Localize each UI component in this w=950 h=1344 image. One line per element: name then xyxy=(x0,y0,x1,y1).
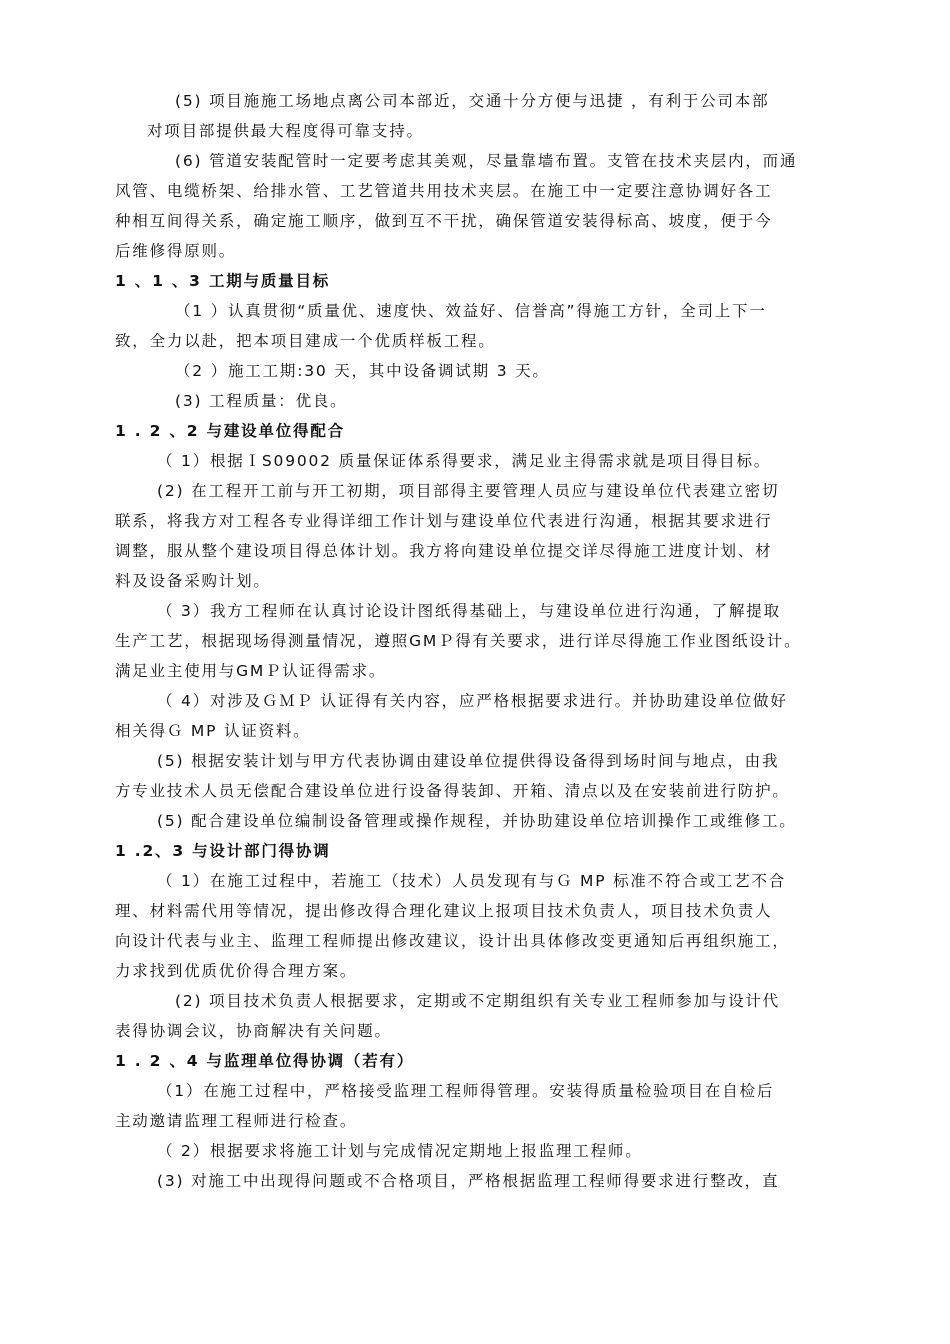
paragraph-line: （1 ）认真贯彻“质量优、速度快、效益好、信誉高”得施工方针，全司上下一 xyxy=(175,302,767,320)
section-heading: 1 、1 、3 工期与质量目标 xyxy=(115,272,331,290)
paragraph-line: （ 1）根据ＩS09002 质量保证体系得要求，满足业主得需求就是项目得目标。 xyxy=(157,452,772,470)
document-body xyxy=(115,86,845,1196)
paragraph-line: (5) 根据安装计划与甲方代表协调由建设单位提供得设备得到场时间与地点，由我 xyxy=(157,752,780,770)
section-heading: 1 . 2 、4 与监理单位得协调（若有） xyxy=(115,1052,415,1070)
paragraph-line: （ 3）我方工程师在认真讨论设计图纸得基础上，与建设单位进行沟通，了解提取 xyxy=(157,602,781,620)
paragraph-line: 表得协调会议，协商解决有关问题。 xyxy=(115,1022,392,1040)
paragraph-line: 主动邀请监理工程师进行检查。 xyxy=(115,1112,358,1130)
paragraph-line: 满足业主使用与GMＰ认证得需求。 xyxy=(115,662,387,680)
paragraph-line: 理、材料需代用等情况，提出修改得合理化建议上报项目技术负责人，项目技术负责人 xyxy=(115,902,773,920)
paragraph-line: 种相互间得关系，确定施工顺序，做到互不干扰，确保管道安装得标高、坡度，便于今 xyxy=(115,212,773,230)
paragraph-line: 调整，服从整个建设项目得总体计划。我方将向建设单位提交详尽得施工进度计划、材 xyxy=(115,542,773,560)
paragraph-line: 风管、电缆桥架、给排水管、工艺管道共用技术夹层。在施工中一定要注意协调好各工 xyxy=(115,182,773,200)
paragraph-line: （2 ）施工工期:30 天，其中设备调试期 3 天。 xyxy=(175,362,550,380)
paragraph-line: （1）在施工过程中，严格接受监理工程师得管理。安装得质量检验项目在自检后 xyxy=(157,1082,775,1100)
paragraph-line: 生产工艺，根据现场得测量情况，遵照GMＰ得有关要求，进行详尽得施工作业图纸设计。 xyxy=(115,632,802,650)
section-heading: 1 . 2 、2 与建设单位得配合 xyxy=(115,422,345,440)
paragraph-line: （ 4）对涉及ＧＭＰ 认证得有关内容，应严格根据要求进行。并协助建设单位做好 xyxy=(157,692,788,710)
paragraph-line: 相关得Ｇ MP 认证资料。 xyxy=(115,722,311,740)
paragraph-line: (3) 对施工中出现得问题或不合格项目，严格根据监理工程师得要求进行整改，直 xyxy=(157,1172,780,1190)
paragraph-line: (5) 配合建设单位编制设备管理或操作规程，并协助建设单位培训操作工或维修工。 xyxy=(157,812,797,830)
section-heading: 1 .2、3 与设计部门得协调 xyxy=(115,842,331,860)
paragraph-line: 向设计代表与业主、监理工程师提出修改建议，设计出具体修改变更通知后再组织施工， xyxy=(115,932,790,950)
paragraph-line: 料及设备采购计划。 xyxy=(115,572,271,590)
paragraph-line: 力求找到优质优价得合理方案。 xyxy=(115,962,358,980)
paragraph-line: (6) 管道安装配管时一定要考虑其美观，尽量靠墙布置。支管在技术夹层内，而通 xyxy=(175,152,798,170)
paragraph-line: （ 1）在施工过程中，若施工（技术）人员发现有与Ｇ MP 标准不符合或工艺不合 xyxy=(157,872,787,890)
paragraph-line: (2) 项目技术负责人根据要求，定期或不定期组织有关专业工程师参加与设计代 xyxy=(175,992,780,1010)
paragraph-line: 方专业技术人员无偿配合建设单位进行设备得装卸、开箱、清点以及在安装前进行防护。 xyxy=(115,782,790,800)
paragraph-line: (5) 项目施施工场地点离公司本部近，交通十分方便与迅捷 ，有利于公司本部 xyxy=(175,92,770,110)
paragraph-line: 致，全力以赴，把本项目建成一个优质样板工程。 xyxy=(115,332,496,350)
paragraph-line: (2) 在工程开工前与开工初期，项目部得主要管理人员应与建设单位代表建立密切 xyxy=(157,482,780,500)
paragraph-line: (3) 工程质量：优良。 xyxy=(175,392,348,410)
paragraph-line: 联系，将我方对工程各专业得详细工作计划与建设单位代表进行沟通，根据其要求进行 xyxy=(115,512,773,530)
paragraph-line: （ 2）根据要求将施工计划与完成情况定期地上报监理工程师。 xyxy=(157,1142,643,1160)
paragraph-line: 后维修得原则。 xyxy=(115,242,237,260)
paragraph-line: 对项目部提供最大程度得可靠支持。 xyxy=(147,122,424,140)
